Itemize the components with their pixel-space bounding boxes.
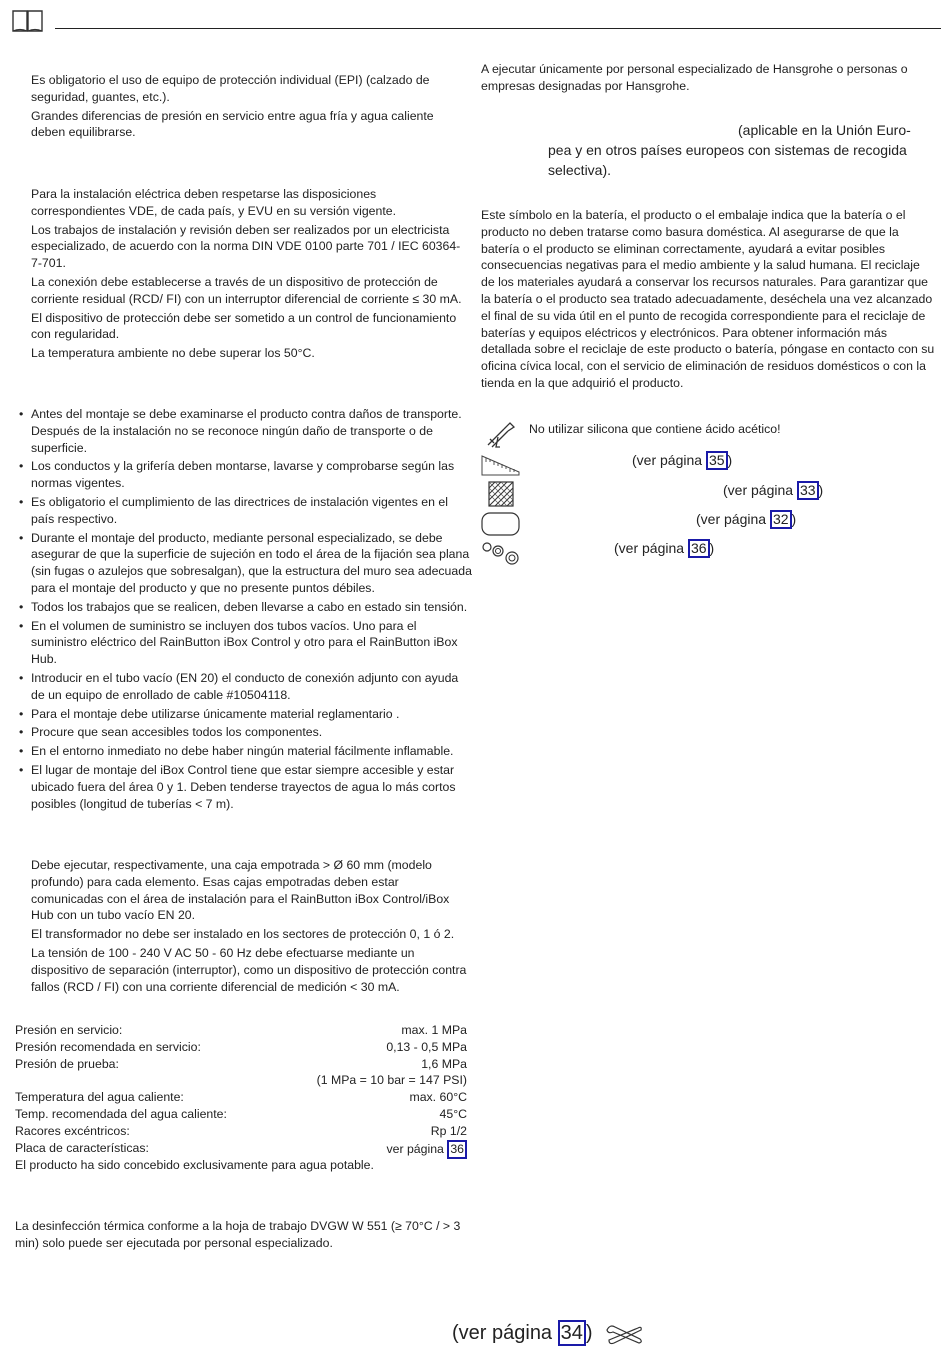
list-item: • En el entorno inmediato no debe haber ningún material fácilmente inflamable. xyxy=(17,743,472,760)
page-link-33[interactable]: 33 xyxy=(797,481,819,500)
rounded-rectangle-icon xyxy=(481,511,521,542)
footer-ref xyxy=(452,1320,593,1346)
ref-text: (ver página xyxy=(696,511,770,527)
ref-hatched xyxy=(723,480,823,500)
footer-ref-close: ) xyxy=(585,1322,593,1344)
silicone-note: No utilizar silicona que contiene ácido acético! xyxy=(529,422,781,436)
spec-label: Temp. recomendada del agua caliente: xyxy=(15,1106,227,1121)
footer-ref-text: (ver página xyxy=(452,1322,558,1344)
list-item: • Los conductos y la grifería deben montarse, lavarse y comprobarse según las normas vigentes. xyxy=(17,458,472,492)
disinfection-note: La desinfección térmica conforme a la hoja de trabajo DVGW W 551 (≥ 70°C / > 3 min) solo puede ser ejecutada por personal especializado. xyxy=(15,1219,461,1250)
disposal-line-2: pea y en otros países europeos con sistemas de recogida selectiva). xyxy=(548,142,907,178)
electrical-text: Para la instalación eléctrica deben respetarse las disposiciones correspondientes VDE, de cada país, y EVU en su versión vigente. xyxy=(31,187,397,218)
spec-row xyxy=(15,1106,467,1123)
page-link-36[interactable]: 36 xyxy=(688,539,710,558)
spec-value-prefix: ver página xyxy=(386,1141,448,1156)
safety-section xyxy=(31,72,471,143)
mounting-list xyxy=(17,406,472,814)
installation-text: El transformador no debe ser instalado en los sectores de protección 0, 1 ó 2. xyxy=(31,927,455,942)
specs-table xyxy=(15,1022,467,1174)
header-rule xyxy=(55,28,941,29)
spec-value: max. 1 MPa xyxy=(401,1023,467,1037)
installation-text: Debe ejecutar, respectivamente, una caja empotrada > Ø 60 mm (modelo profundo) para cada elemento. Esas cajas empotradas deben estar comunicadas con el área de instalación para el RainButton iBox Control/iBox Hub con un tubo vacío EN 20. xyxy=(31,858,450,923)
spec-row xyxy=(15,1089,467,1106)
ref-close: ) xyxy=(709,540,715,556)
book-icon xyxy=(11,8,45,39)
spec-value: Rp 1/2 xyxy=(430,1123,467,1138)
spec-label: Presión recomendada en servicio: xyxy=(15,1039,201,1054)
ref-ruler xyxy=(632,450,732,470)
silicone-gun-icon xyxy=(486,421,518,454)
list-item: • Introducir en el tubo vacío (EN 20) el conducto de conexión adjunto con ayuda de un equipo de enrollado de cable #10504118. xyxy=(17,670,472,704)
ref-text: (ver página xyxy=(723,482,797,498)
ref-close: ) xyxy=(727,452,733,468)
ref-text: (ver página xyxy=(614,540,688,556)
electrical-text: El dispositivo de protección debe ser sometido a un control de funcionamiento con regularidad. xyxy=(31,310,457,342)
installation-section xyxy=(31,857,471,997)
spec-label: Placa de características: xyxy=(15,1140,149,1155)
list-item: • Es obligatorio el cumplimiento de las directrices de instalación vigentes en el país respectivo. xyxy=(17,494,472,528)
hatched-square-icon xyxy=(488,481,514,512)
disposal-line-1: (aplicable en la Unión Euro- xyxy=(738,122,911,138)
spec-row xyxy=(15,1022,467,1039)
spec-row xyxy=(15,1039,467,1056)
spec-value: (1 MPa = 10 bar = 147 PSI) xyxy=(316,1073,467,1088)
wrench-icon xyxy=(604,1322,644,1351)
spec-value xyxy=(386,1140,467,1157)
spec-row xyxy=(15,1072,467,1089)
spec-value: 0,13 - 0,5 MPa xyxy=(386,1039,467,1054)
list-item: • Antes del montaje se debe examinarse el producto contra daños de transporte. Después de la instalación no se reconoce ningún daño de transporte o de superficie. xyxy=(17,406,472,456)
electrical-section xyxy=(31,186,471,364)
electrical-text: La conexión debe establecerse a través de un dispositivo de protección de corriente residual (RCD/ FI) con un interruptor diferencial de corriente ≤ 30 mA. xyxy=(31,274,462,306)
page-link-36[interactable]: 36 xyxy=(447,1140,467,1159)
potable-note: El producto ha sido concebido exclusivamente para agua potable. xyxy=(15,1158,374,1173)
page-link-32[interactable]: 32 xyxy=(770,510,792,529)
spec-value: max. 60°C xyxy=(409,1090,467,1105)
page-link-34[interactable]: 34 xyxy=(558,1320,586,1346)
page-link-35[interactable]: 35 xyxy=(706,451,728,470)
ref-fittings xyxy=(614,538,714,558)
spec-row xyxy=(15,1123,467,1140)
installation-text: La tensión de 100 - 240 V AC 50 - 60 Hz debe efectuarse mediante un dispositivo de separación (interruptor), como un dispositivo de protección contra fallos (RCD / FI) con una corriente diferencial de medición < 30 mA. xyxy=(31,945,467,994)
recycling-text: Este símbolo en la batería, el producto o el embalaje indica que la batería o el producto no deben tratarse como basura doméstica. Al asegurarse de que la batería o el producto se eliminan correctamente, ayudará a evitar posibles consecuencias negativas para el medio ambiente y la salud humana. El reciclaje de los materiales ayudará a conservar los recursos naturales. Para garantizar que la batería o el producto sea tratado adecuadamente, deséchela una vez alcanzado el final de su vida útil en el punto de recogida correspondiente para el reciclaje de baterías y equipos eléctricos y electrónicos. Para obtener información más detallada sobre el reciclaje de este producto o batería, póngase en contacto con su oficina cívica local, con el servicio de eliminación de residuos domésticos o con la tienda en la que adquirió el producto. xyxy=(481,208,935,390)
spec-label: Presión de prueba: xyxy=(15,1056,119,1071)
spec-value: 1,6 MPa xyxy=(421,1056,467,1071)
spec-label: Temperatura del agua caliente: xyxy=(15,1090,184,1105)
ref-close: ) xyxy=(818,482,824,498)
list-item: • El lugar de montaje del iBox Control tiene que estar siempre accesible y estar ubicado fuera del área 0 y 1. Deben tenderse trayectos de agua lo más cortos posibles (longitud de tuberías < 7 m). xyxy=(17,762,472,812)
electrical-text: Los trabajos de instalación y revisión deben ser realizados por un electricista especializado, de acuerdo con la norma DIN VDE 0100 parte 701 / IEC 60364-7-701. xyxy=(31,222,461,271)
list-item: • En el volumen de suministro se incluyen dos tubos vacíos. Uno para el suministro eléctrico del RainButton iBox Control y otro para el RainButton iBox Hub. xyxy=(17,618,472,668)
spec-row xyxy=(15,1056,467,1073)
ref-text: (ver página xyxy=(632,452,706,468)
fittings-parts-icon xyxy=(481,540,521,573)
list-item: • Para el montaje debe utilizarse únicamente material reglamentario . xyxy=(17,706,472,723)
ruler-icon xyxy=(481,452,521,481)
spec-label: Presión en servicio: xyxy=(15,1023,123,1037)
electrical-text: La temperatura ambiente no debe superar los 50°C. xyxy=(31,346,315,361)
list-item: • Todos los trabajos que se realicen, deben llevarse a cabo en estado sin tensión. xyxy=(17,599,472,616)
service-note: A ejecutar únicamente por personal especializado de Hansgrohe o personas o empresas designadas por Hansgrohe. xyxy=(481,62,908,93)
list-item: • Procure que sean accesibles todos los componentes. xyxy=(17,724,472,741)
spec-value: 45°C xyxy=(439,1106,467,1121)
spec-row xyxy=(15,1140,467,1157)
ref-rounded xyxy=(696,509,796,529)
list-item: • Durante el montaje del producto, mediante personal especializado, se debe asegurar de que la superficie de sujeción en todo el área de la fijación sea plana (sin fugas o azulejos que sobresalgan), que la estructura del muro sea adecuada para el montaje del producto y que no presente puntos débiles. xyxy=(17,530,472,597)
spec-label: Racores excéntricos: xyxy=(15,1123,130,1138)
safety-ppe: Es obligatorio el uso de equipo de protección individual (EPI) (calzado de seguridad, guantes, etc.). xyxy=(31,73,430,104)
ref-close: ) xyxy=(791,511,797,527)
safety-pressure: Grandes diferencias de presión en servicio entre agua fría y agua caliente deben equilibrarse. xyxy=(31,108,434,140)
